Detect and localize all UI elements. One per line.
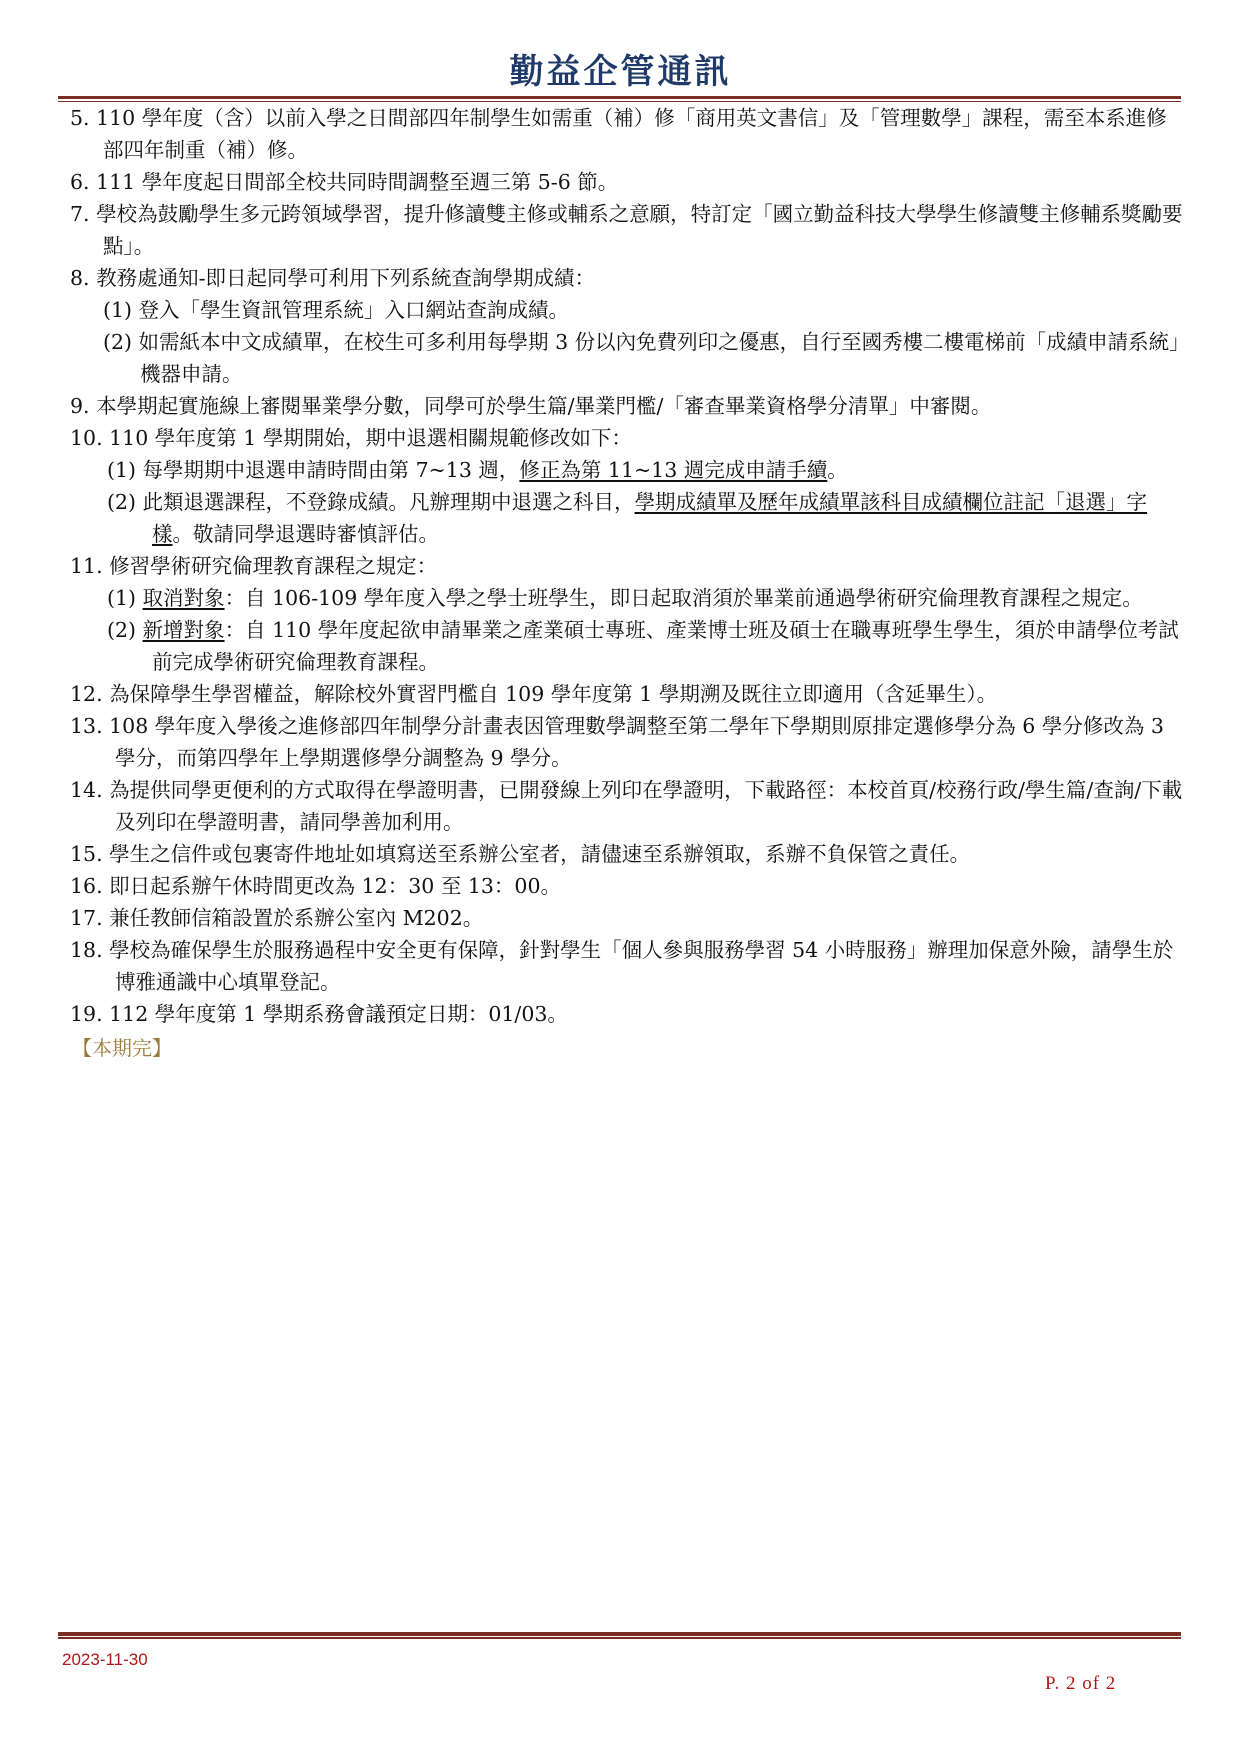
sub-text: (1)	[107, 586, 143, 610]
footer-divider	[58, 1632, 1181, 1636]
notice-item-10: 10. 110 學年度第 1 學期開始，期中退選相關規範修改如下：	[70, 426, 632, 450]
header-divider	[58, 96, 1181, 99]
notice-item-17: 17. 兼任教師信箱設置於系辦公室內 M202。	[70, 906, 484, 930]
underlined-text: 新增對象	[142, 618, 225, 642]
notice-item-16: 16. 即日起系辦午休時間更改為 12：30 至 13：00。	[70, 874, 562, 898]
notice-item-8-sub-2: (2) 如需紙本中文成績單，在校生可多利用每學期 3 份以內免費列印之優惠，自行至國秀樓二樓電梯前「成績申請系統」機器申請。	[103, 330, 1180, 386]
notice-item-15: 15. 學生之信件或包裹寄件地址如填寫送至系辦公室者，請儘速至系辦領取，系辦不負保管之責任。	[70, 842, 971, 866]
notice-item-8: 8. 教務處通知-即日起同學可利用下列系統查詢學期成績：	[70, 266, 596, 290]
notice-item-12: 12. 為保障學生學習權益，解除校外實習門檻自 109 學年度第 1 學期溯及既往立即適用（含延畢生）。	[70, 682, 998, 706]
notice-item-9: 9. 本學期起實施線上審閱畢業學分數，同學可於學生篇/畢業門檻/「審查畢業資格學分清單」中審閱。	[70, 394, 992, 418]
underlined-text: 學期成績單及歷年成績單該科目成績欄位註記「退選」字樣	[152, 490, 1148, 546]
notice-item-10-sub-2	[70, 486, 1184, 550]
underlined-text: 修正為第 11~13 週完成申請手續	[519, 458, 828, 482]
notice-item-11-sub-1	[70, 582, 1184, 614]
sub-text: ：自 106-109 學年度入學之學士班學生，即日起取消須於畢業前通過學術研究倫理教育課程之規定。	[224, 586, 1143, 610]
notice-item-11: 11. 修習學術研究倫理教育課程之規定：	[70, 554, 438, 578]
notice-item-5: 5. 110 學年度（含）以前入學之日間部四年制學生如需重（補）修「商用英文書信」及「管理數學」課程，需至本系進修部四年制重（補）修。	[70, 106, 1167, 162]
sub-text: (1) 每學期期中退選申請時間由第 7~13 週，	[107, 458, 520, 482]
sub-text: 。	[827, 458, 848, 482]
publish-date: 2023-11-30	[62, 1650, 148, 1669]
notice-item-19: 19. 112 學年度第 1 學期系務會議預定日期：01/03。	[70, 1002, 568, 1026]
notice-item-13: 13. 108 學年度入學後之進修部四年制學分計畫表因管理數學調整至第二學年下學期則原排定選修學分為 6 學分修改為 3 學分，而第四學年上學期選修學分調整為 9 學分。	[70, 714, 1164, 770]
sub-text: ：自 110 學年度起欲申請畢業之產業碩士專班、產業博士班及碩士在職專班學生學生，須於申請學位考試前完成學術研究倫理教育課程。	[152, 618, 1179, 674]
notice-item-10-sub-1	[70, 454, 1184, 486]
notice-item-6: 6. 111 學年度起日間部全校共同時間調整至週三第 5-6 節。	[70, 170, 619, 194]
notice-item-8-sub-1: (1) 登入「學生資訊管理系統」入口網站查詢成績。	[103, 298, 570, 322]
page-number: P. 2 of 2	[1045, 1673, 1117, 1694]
underlined-text: 取消對象	[142, 586, 225, 610]
end-of-issue-mark: 【本期完】	[72, 1036, 172, 1060]
newsletter-title: 勤益企管通訊	[509, 52, 732, 92]
sub-text: 。敬請同學退選時審慎評估。	[172, 522, 439, 546]
notice-item-14: 14. 為提供同學更便利的方式取得在學證明書，已開發線上列印在學證明，下載路徑：本校首頁/校務行政/學生篇/查詢/下載及列印在學證明書，請同學善加利用。	[70, 778, 1183, 834]
notice-item-11-sub-2	[70, 614, 1184, 678]
sub-text: (2)	[107, 618, 143, 642]
notice-item-7: 7. 學校為鼓勵學生多元跨領域學習，提升修讀雙主修或輔系之意願，特訂定「國立勤益科技大學學生修讀雙主修輔系獎勵要點」。	[70, 202, 1183, 258]
notice-item-18: 18. 學校為確保學生於服務過程中安全更有保障，針對學生「個人參與服務學習 54 小時服務」辦理加保意外險，請學生於博雅通識中心填單登記。	[70, 938, 1174, 994]
notice-list	[70, 102, 1184, 1064]
sub-text: (2) 此類退選課程，不登錄成績。凡辦理期中退選之科目，	[107, 490, 635, 514]
